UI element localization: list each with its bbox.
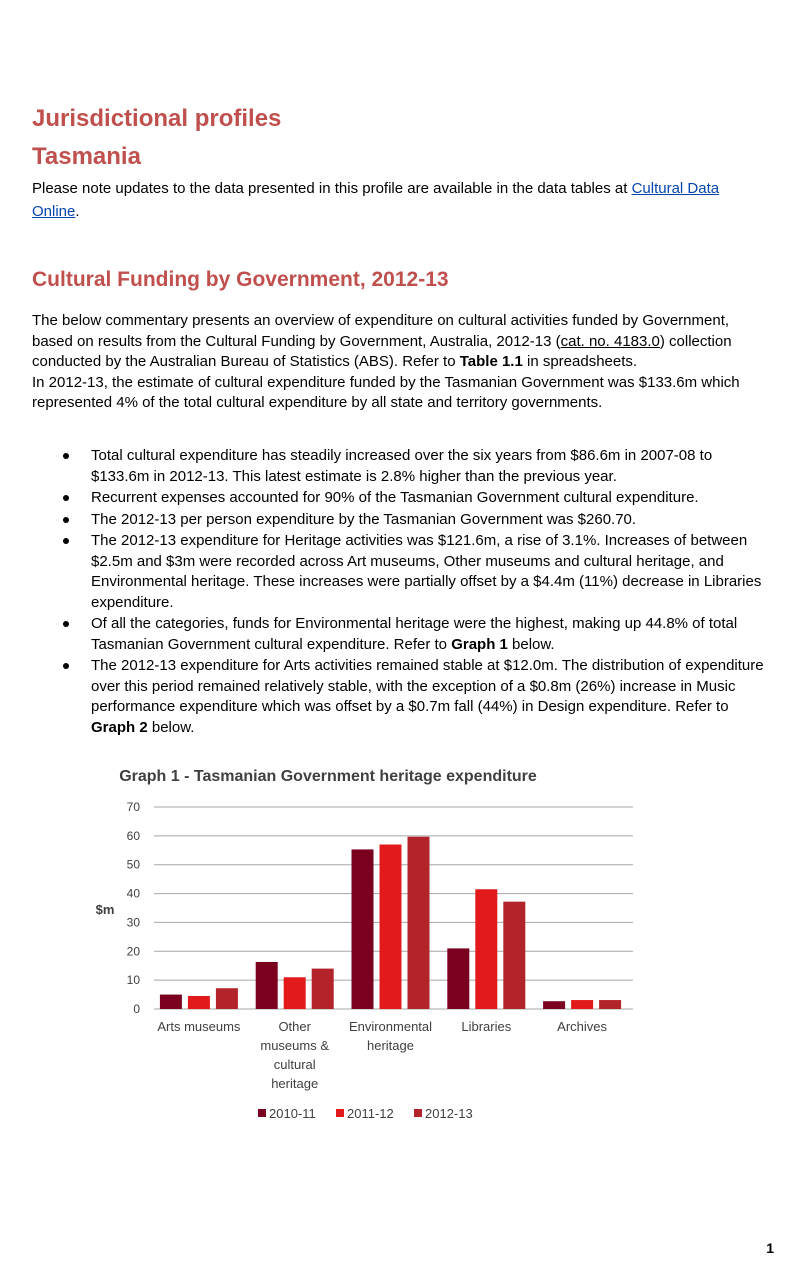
bar bbox=[503, 902, 525, 1009]
chart-title: Graph 1 - Tasmanian Government heritage expenditure bbox=[119, 768, 537, 785]
bar bbox=[312, 969, 334, 1009]
section-heading: Cultural Funding by Government, 2012-13 bbox=[32, 268, 449, 291]
legend-label: 2010-11 bbox=[269, 1106, 316, 1121]
x-tick-label: museums & bbox=[260, 1038, 330, 1053]
y-tick-label: 10 bbox=[126, 973, 140, 988]
update-note bbox=[32, 177, 762, 223]
legend-label: 2012-13 bbox=[425, 1106, 473, 1121]
chart-svg bbox=[78, 760, 658, 1140]
y-tick-label: 70 bbox=[126, 800, 140, 814]
bar bbox=[475, 889, 497, 1009]
note-suffix: . bbox=[75, 203, 80, 220]
bar bbox=[160, 995, 182, 1009]
bar bbox=[216, 988, 238, 1009]
page-number: 1 bbox=[766, 1240, 774, 1256]
legend-swatch bbox=[258, 1109, 266, 1117]
table-ref: Table 1.1 bbox=[459, 353, 523, 370]
x-tick-label: heritage bbox=[271, 1076, 319, 1091]
y-tick-label: 0 bbox=[133, 1002, 140, 1016]
intro-paragraph bbox=[32, 311, 772, 414]
intro-text-a: The below commentary presents an overview of expenditure on cultural activities funded by Government, based on results from the Cultural Funding by Government, Australia, 2012-13 ( bbox=[32, 312, 730, 350]
list-item: Total cultural expenditure has steadily increased over the six years from $86.6m in 2007-08 to $133.6m in 2012-13. This latest estimate is 2.8% higher than the previous year. bbox=[32, 446, 772, 487]
page-title: Jurisdictional profiles bbox=[32, 105, 282, 132]
x-tick-label: Archives bbox=[557, 1019, 608, 1034]
bar bbox=[188, 996, 210, 1009]
bar bbox=[543, 1001, 565, 1009]
x-tick-label: Other bbox=[278, 1019, 311, 1034]
bar bbox=[599, 1000, 621, 1009]
legend-swatch bbox=[414, 1109, 422, 1117]
bar bbox=[408, 837, 430, 1009]
intro-text-2: In 2012-13, the estimate of cultural expenditure funded by the Tasmanian Government was $133.6m which represented 4% of the total cultural expenditure by all state and territory governments. bbox=[32, 373, 740, 411]
bar bbox=[256, 962, 278, 1009]
list-item: The 2012-13 expenditure for Arts activities remained stable at $12.0m. The distribution of expenditure over this period remained relatively stable, with the exception of a $0.8m (26%) increase in Music performance expenditure which was offset by a $0.7m fall (44%) in Design expenditure. Refer to Graph 2 below. bbox=[32, 656, 772, 738]
y-tick-label: 40 bbox=[126, 886, 140, 901]
x-tick-label: Environmental bbox=[348, 1019, 433, 1034]
legend-swatch bbox=[336, 1109, 344, 1117]
bar bbox=[571, 1000, 593, 1009]
x-tick-label: cultural bbox=[273, 1057, 316, 1072]
heritage-chart bbox=[78, 760, 658, 1140]
list-item: The 2012-13 expenditure for Heritage activities was $121.6m, a rise of 3.1%. Increases of between $2.5m and $3m were recorded across Art museums, Other museums and cultural heritage, and Environmental heritage. These increases were partially offset by a $4.4m (11%) decrease in Libraries expenditure. bbox=[32, 531, 772, 613]
y-tick-label: 30 bbox=[126, 915, 140, 930]
x-tick-label: heritage bbox=[367, 1038, 414, 1053]
legend-label: 2011-12 bbox=[347, 1106, 394, 1121]
bar bbox=[284, 977, 306, 1009]
intro-text-b: ) collection conducted by the Australian Bureau of Statistics (ABS). Refer to bbox=[32, 332, 732, 370]
y-tick-label: 20 bbox=[126, 944, 140, 959]
y-tick-label: 60 bbox=[126, 828, 140, 843]
bar bbox=[352, 849, 374, 1009]
x-tick-label: Libraries bbox=[461, 1019, 512, 1034]
list-item: Recurrent expenses accounted for 90% of the Tasmanian Government cultural expenditure. bbox=[32, 488, 772, 509]
note-prefix: Please note updates to the data presented in this profile are available in the data tables at bbox=[32, 180, 632, 197]
bullet-list bbox=[32, 446, 772, 739]
intro-text-c: in spreadsheets. bbox=[522, 353, 638, 370]
bar bbox=[447, 948, 469, 1009]
y-tick-label: 50 bbox=[126, 857, 140, 872]
bar bbox=[380, 845, 402, 1009]
list-item: Of all the categories, funds for Environmental heritage were the highest, making up 44.8% of total Tasmanian Government cultural expenditure. Refer to Graph 1 below. bbox=[32, 614, 772, 655]
x-tick-label: Arts museums bbox=[157, 1019, 241, 1034]
cultural-data-online-link[interactable]: Cultural Data Online bbox=[32, 180, 720, 220]
cat-no-link[interactable]: cat. no. 4183.0 bbox=[560, 332, 660, 350]
y-axis-label: $m bbox=[95, 902, 115, 917]
page-subtitle: Tasmania bbox=[32, 143, 141, 170]
list-item: The 2012-13 per person expenditure by the Tasmanian Government was $260.70. bbox=[32, 510, 772, 531]
